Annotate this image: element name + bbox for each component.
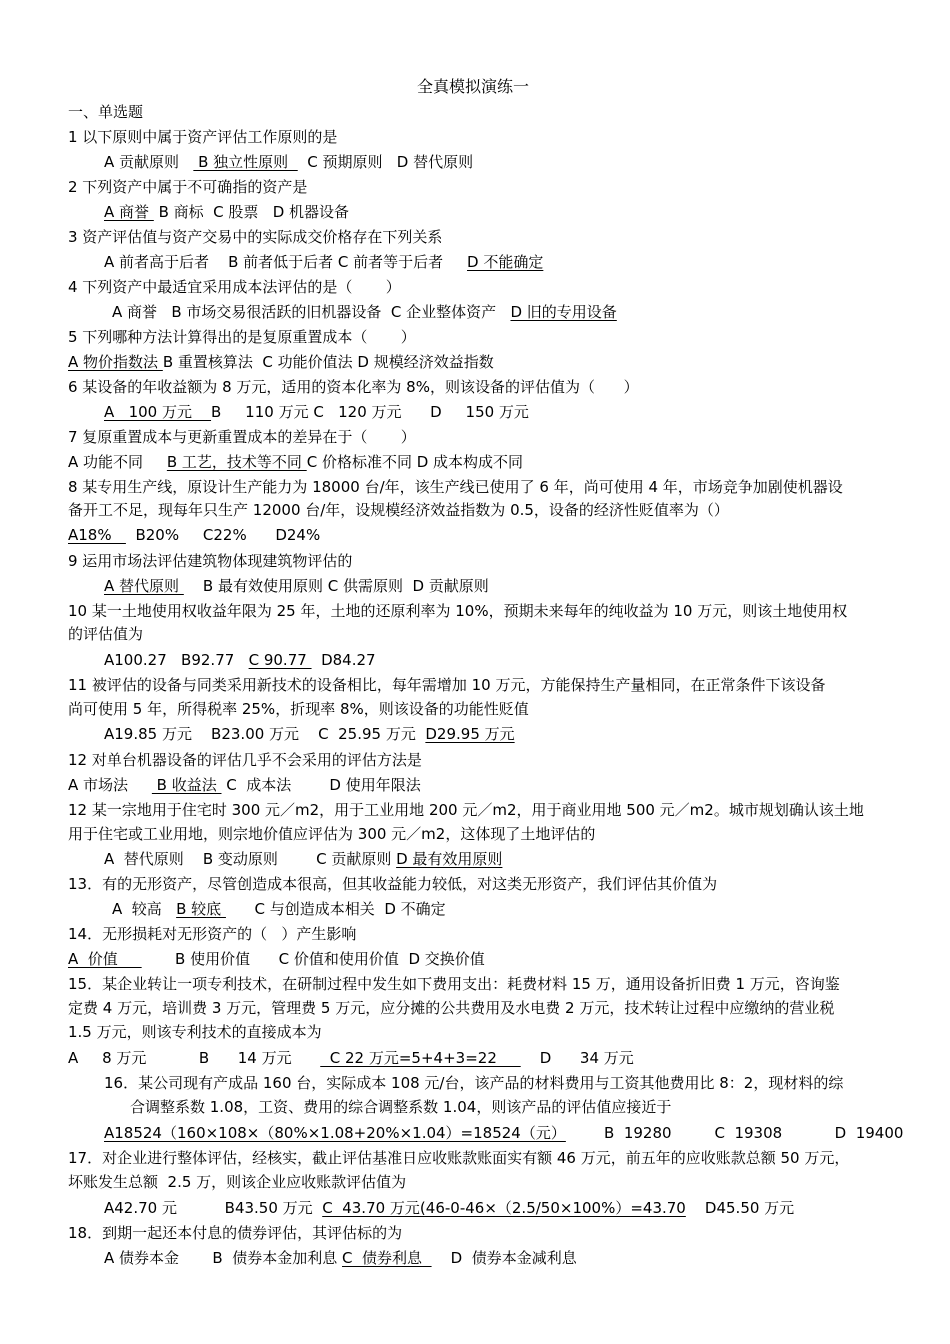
line-text: B 使用价值 C 价值和使用价值 D 交换价值	[141, 950, 485, 968]
line-text: B 19280 C 19308 D 19400	[565, 1124, 904, 1142]
line-text: 12 某一宗地用于住宅时 300 元／m2，用于工业用地 200 元／m2，用于商业用地 500 元／m2。城市规划确认该土地	[68, 801, 864, 819]
document-line	[112, 302, 617, 322]
answer-text: A 价值	[68, 950, 142, 968]
answer-text: A 物价指数法	[68, 353, 163, 371]
answer-text: A18524（160×108×（80%×1.08+20%×1.04）=18524（元）	[104, 1124, 566, 1142]
document-line	[68, 601, 847, 621]
line-text: D 34 万元	[520, 1049, 634, 1067]
document-line	[68, 974, 840, 994]
line-text: A100.27 B92.77	[104, 651, 249, 669]
document-line	[68, 277, 401, 297]
document-line	[68, 500, 729, 520]
document-line	[68, 1048, 634, 1068]
document-line	[68, 924, 356, 944]
line-text: 6 某设备的年收益额为 8 万元，适用的资本化率为 8%，则该设备的评估值为（ ）	[68, 378, 639, 396]
document-line	[104, 1248, 577, 1268]
line-text: 坏账发生总额 2.5 万，则该企业应收账款评估值为	[68, 1173, 407, 1191]
line-text: A 替代原则 B 变动原则 C 贡献原则	[104, 850, 397, 868]
document-line	[68, 624, 143, 644]
line-text: 17．对企业进行整体评估，经核实，截止评估基准日应收账款账面实有额 46 万元，前五年的应收账款总额 50 万元，	[68, 1149, 850, 1167]
document-line	[104, 202, 349, 222]
document-line	[68, 1172, 406, 1192]
document-line	[104, 1073, 843, 1093]
line-text: A 前者高于后者 B 前者低于后者 C 前者等于后者	[104, 253, 468, 271]
answer-text: A 替代原则	[104, 577, 184, 595]
document-line	[68, 699, 529, 719]
answer-text: B 较底	[176, 900, 226, 918]
document-title: 全真模拟演练一	[417, 77, 530, 96]
document-line	[68, 525, 320, 545]
document-line	[104, 849, 502, 869]
line-text: D84.27	[311, 651, 376, 669]
document-line	[68, 352, 494, 372]
line-text: 11 被评估的设备与同类采用新技术的设备相比，每年需增加 10 万元，方能保持生产量相同，在正常条件下该设备	[68, 676, 826, 694]
document-line	[104, 650, 376, 670]
document-line	[130, 1097, 671, 1117]
document-line	[104, 252, 543, 272]
answer-text: B 收益法	[151, 776, 222, 794]
document-line	[104, 152, 473, 172]
document-line	[68, 998, 834, 1018]
answer-text: C 22 万元=5+4+3=22	[320, 1049, 521, 1067]
line-text: 5 下列哪种方法计算得出的是复原重置成本（ ）	[68, 328, 416, 346]
line-text: C 与创造成本相关 D 不确定	[225, 900, 446, 918]
line-text: D45.50 万元	[685, 1199, 795, 1217]
document-line	[68, 949, 485, 969]
document-line	[104, 1198, 794, 1218]
document-line	[68, 477, 843, 497]
line-text: 的评估值为	[68, 625, 144, 643]
document-line	[68, 127, 337, 147]
line-text: 合调整系数 1.08，工资、费用的综合调整系数 1.04，则该产品的评估值应接近于	[130, 1098, 672, 1116]
line-text: B 110 万元 C 120 万元 D 150 万元	[211, 403, 529, 421]
line-text: C 价格标准不同 D 成本构成不同	[306, 453, 524, 471]
line-text: A 市场法	[68, 776, 152, 794]
line-text: A 较高	[112, 900, 177, 918]
line-text: 备开工不足，现每年只生产 12000 台/年，设规模经济效益指数为 0.5，设备的经济性贬值率为（）	[68, 501, 729, 519]
answer-text: D 最有效用原则	[396, 850, 503, 868]
line-text: A 8 万元 B 14 万元	[68, 1049, 321, 1067]
answer-text: A 100 万元	[104, 403, 212, 421]
answer-text: D 不能确定	[467, 253, 544, 271]
document-line	[104, 1123, 903, 1143]
document-line	[68, 1022, 322, 1042]
line-text: B 商标 C 股票 D 机器设备	[153, 203, 350, 221]
document-line	[68, 750, 422, 770]
document-line	[68, 824, 595, 844]
line-text: 7 复原重置成本与更新重置成本的差异在于（ ）	[68, 428, 416, 446]
line-text: 用于住宅或工业用地，则宗地价值应评估为 300 元／m2，这体现了土地评估的	[68, 825, 596, 843]
line-text: C 预期原则 D 替代原则	[297, 153, 474, 171]
document-line	[104, 724, 515, 744]
answer-text: C 90.77	[248, 651, 312, 669]
document-line	[104, 576, 489, 596]
document-line	[68, 327, 416, 347]
answer-text: D29.95 万元	[425, 725, 515, 743]
document-line	[68, 227, 442, 247]
line-text: 9 运用市场法评估建筑物体现建筑物评估的	[68, 552, 353, 570]
section-heading: 一、单选题	[68, 103, 144, 121]
document-line	[68, 675, 825, 695]
document-line	[68, 427, 416, 447]
line-text: 16．某公司现有产成品 160 台，实际成本 108 元/台，该产品的材料费用与工资其他费用比 8：2，现材料的综	[104, 1074, 844, 1092]
document-line	[68, 177, 307, 197]
line-text: D 债券本金减利息	[431, 1249, 577, 1267]
document-line	[68, 775, 421, 795]
line-text: 4 下列资产中最适宜采用成本法评估的是（ ）	[68, 278, 401, 296]
line-text: 10 某一土地使用权收益年限为 25 年，土地的还原利率为 10%，预期未来每年的纯收益为 10 万元，则该土地使用权	[68, 602, 848, 620]
document-line	[104, 402, 529, 422]
answer-text: B 工艺，技术等不同	[166, 453, 307, 471]
line-text: C 成本法 D 使用年限法	[221, 776, 421, 794]
document-line	[68, 874, 717, 894]
line-text: 2 下列资产中属于不可确指的资产是	[68, 178, 308, 196]
document-line	[112, 899, 446, 919]
line-text: 定费 4 万元，培训费 3 万元，管理费 5 万元，应分摊的公共费用及水电费 2 万元，技术转让过程中应缴纳的营业税	[68, 999, 835, 1017]
line-text: A 贡献原则	[104, 153, 194, 171]
document-line	[68, 1223, 402, 1243]
line-text: 1.5 万元，则该专利技术的直接成本为	[68, 1023, 322, 1041]
line-text: B 重置核算法 C 功能价值法 D 规模经济效益指数	[162, 353, 494, 371]
document-line	[68, 452, 523, 472]
line-text: 3 资产评估值与资产交易中的实际成交价格存在下列关系	[68, 228, 443, 246]
document-line	[68, 377, 639, 397]
line-text: 14．无形损耗对无形资产的（ ）产生影响	[68, 925, 357, 943]
answer-text: B 独立性原则	[193, 153, 298, 171]
line-text: 12 对单台机器设备的评估几乎不会采用的评估方法是	[68, 751, 422, 769]
line-text: 8 某专用生产线，原设计生产能力为 18000 台/年，该生产线已使用了 6 年，尚可使用 4 年，市场竞争加剧使机器设	[68, 478, 843, 496]
line-text: 尚可使用 5 年，所得税率 25%，折现率 8%，则该设备的功能性贬值	[68, 700, 529, 718]
answer-text: C 债券利息	[342, 1249, 432, 1267]
answer-text: D 旧的专用设备	[510, 303, 617, 321]
document-line	[68, 1148, 849, 1168]
line-text: A 商誉 B 市场交易很活跃的旧机器设备 C 企业整体资产	[112, 303, 511, 321]
line-text: 1 以下原则中属于资产评估工作原则的是	[68, 128, 338, 146]
answer-text: A18%	[68, 526, 126, 544]
answer-text: A 商誉	[104, 203, 154, 221]
line-text: A42.70 元 B43.50 万元	[104, 1199, 323, 1217]
line-text: 18．到期一起还本付息的债券评估，其评估标的为	[68, 1224, 403, 1242]
line-text: B20% C22% D24%	[125, 526, 321, 544]
line-text: A 功能不同	[68, 453, 167, 471]
document-line	[68, 551, 352, 571]
line-text: 13．有的无形资产，尽管创造成本很高，但其收益能力较低，对这类无形资产，我们评估其价值为	[68, 875, 718, 893]
answer-text: C 43.70 万元(46-0-46×（2.5/50×100%）=43.70	[322, 1199, 686, 1217]
document-line	[68, 800, 864, 820]
line-text: B 最有效使用原则 C 供需原则 D 贡献原则	[183, 577, 489, 595]
line-text: 15．某企业转让一项专利技术，在研制过程中发生如下费用支出：耗费材料 15 万，通用设备折旧费 1 万元，咨询鉴	[68, 975, 840, 993]
line-text: A 债券本金 B 债券本金加利息	[104, 1249, 343, 1267]
line-text: A19.85 万元 B23.00 万元 C 25.95 万元	[104, 725, 426, 743]
